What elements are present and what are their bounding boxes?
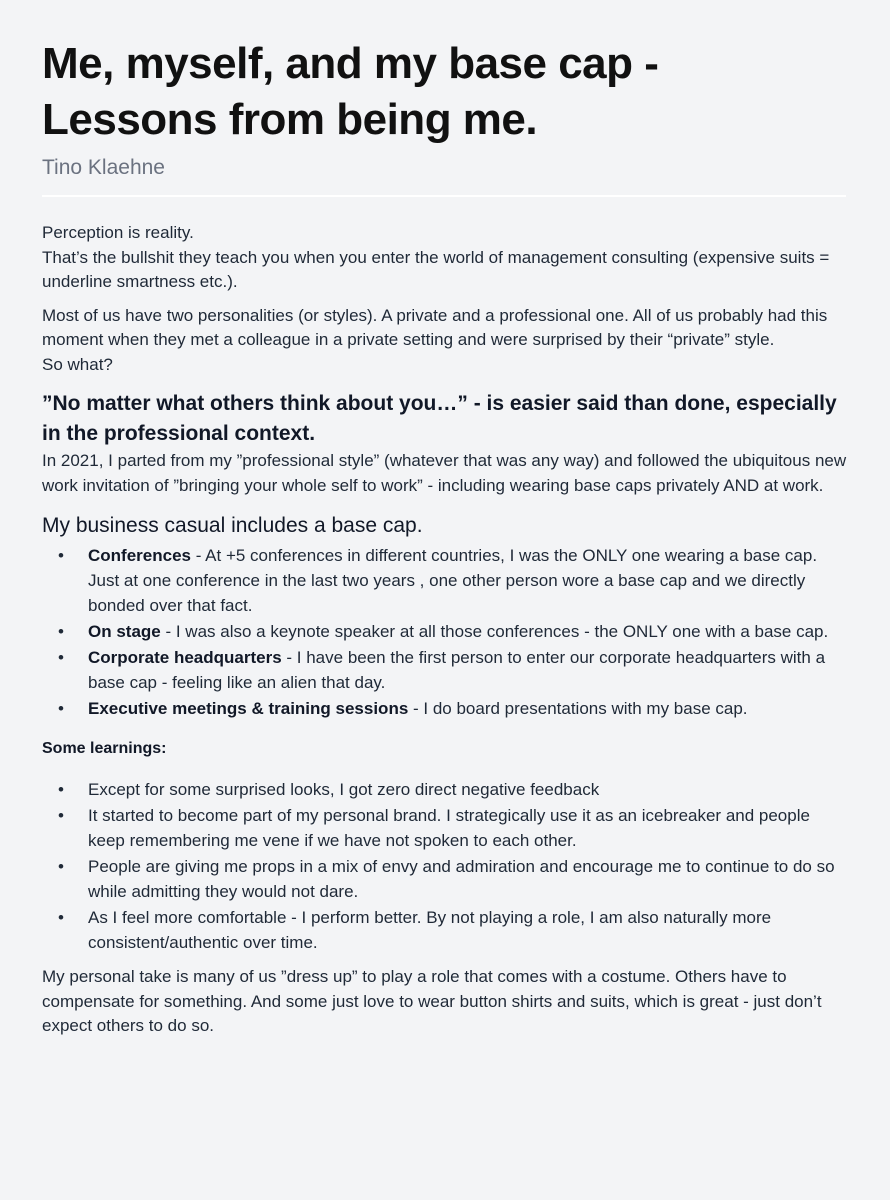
list-item-term: Executive meetings & training sessions — [88, 699, 409, 718]
list-item-term: Corporate headquarters — [88, 648, 282, 667]
article — [42, 0, 848, 1039]
article-body — [42, 221, 848, 1039]
intro-line-2: That’s the bullshit they teach you when you enter the world of management consulting (expensive suits = underline smartness etc.). — [42, 247, 830, 291]
bullet-icon: • — [58, 857, 64, 876]
list-item-text: As I feel more comfortable - I perform better. By not playing a role, I am also naturally more consistent/authentic over time. — [88, 908, 772, 952]
list-item-text: - I have been the first person to enter our corporate headquarters with a base cap - feeling like an alien that day. — [88, 648, 826, 692]
bullet-icon: • — [58, 622, 64, 641]
author-name: Tino Klaehne — [42, 156, 165, 179]
list-item-text: People are giving me props in a mix of envy and admiration and encourage me to continue to do so while admitting they would not dare. — [88, 857, 835, 901]
list-item — [42, 854, 848, 904]
bullet-icon: • — [58, 546, 64, 565]
closing-paragraph: My personal take is many of us ”dress up” to play a role that comes with a costume. Others have to compensate for something. And some just love to wear button shirts and suits, which is great - just don’t expect others to do so. — [42, 967, 822, 1035]
list-item-text: Except for some surprised looks, I got zero direct negative feedback — [88, 780, 600, 799]
intro-paragraph-2 — [42, 304, 848, 378]
bullet-icon: • — [58, 908, 64, 927]
section-1-heading: ”No matter what others think about you…” - is easier said than done, especially in the professional context. — [42, 392, 837, 445]
intro-paragraph-2-text: Most of us have two personalities (or styles). A private and a professional one. All of us probably had this moment when they met a colleague in a private setting and were surprised by their “private” style. — [42, 305, 828, 349]
list-item — [42, 619, 848, 644]
title-line-1: Me, myself, and my base cap - — [42, 39, 659, 88]
bullet-icon: • — [58, 699, 64, 718]
list-item — [42, 777, 848, 802]
intro-paragraph-2-tail: So what? — [42, 354, 113, 374]
page-title — [42, 36, 848, 148]
intro-line-1: Perception is reality. — [42, 223, 194, 242]
list-item — [42, 543, 848, 618]
list-item — [42, 803, 848, 853]
list-item — [42, 905, 848, 955]
intro-paragraph-1 — [42, 221, 848, 295]
bullet-icon: • — [58, 648, 64, 667]
bullet-icon: • — [58, 806, 64, 825]
list-item-text: - I was also a keynote speaker at all those conferences - the ONLY one with a base cap. — [160, 622, 829, 641]
list-item — [42, 696, 848, 721]
divider — [42, 195, 846, 197]
list-item-term: Conferences — [88, 546, 191, 565]
learnings-title: Some learnings: — [42, 740, 167, 757]
business-casual-list — [42, 543, 848, 721]
bullet-icon: • — [58, 780, 64, 799]
learnings-list — [42, 777, 848, 955]
list-item-term: On stage — [88, 622, 161, 641]
section-2-heading: My business casual includes a base cap. — [42, 514, 423, 537]
list-item-text: - At +5 conferences in different countries, I was the ONLY one wearing a base cap. Just at one conference in the last two years , one other person wore a base cap and we directly bonded over that fact. — [88, 546, 818, 615]
section-1-paragraph: In 2021, I parted from my ”professional style” (whatever that was any way) and followed the ubiquitous new work invitation of ”bringing your whole self to work” - including wearing base caps privately AND at work. — [42, 451, 847, 495]
list-item — [42, 645, 848, 695]
list-item-text: - I do board presentations with my base cap. — [408, 699, 748, 718]
list-item-text: It started to become part of my personal brand. I strategically use it as an icebreaker and people keep remembering me vene if we have not spoken to each other. — [88, 806, 810, 850]
title-line-2: Lessons from being me. — [42, 95, 538, 144]
